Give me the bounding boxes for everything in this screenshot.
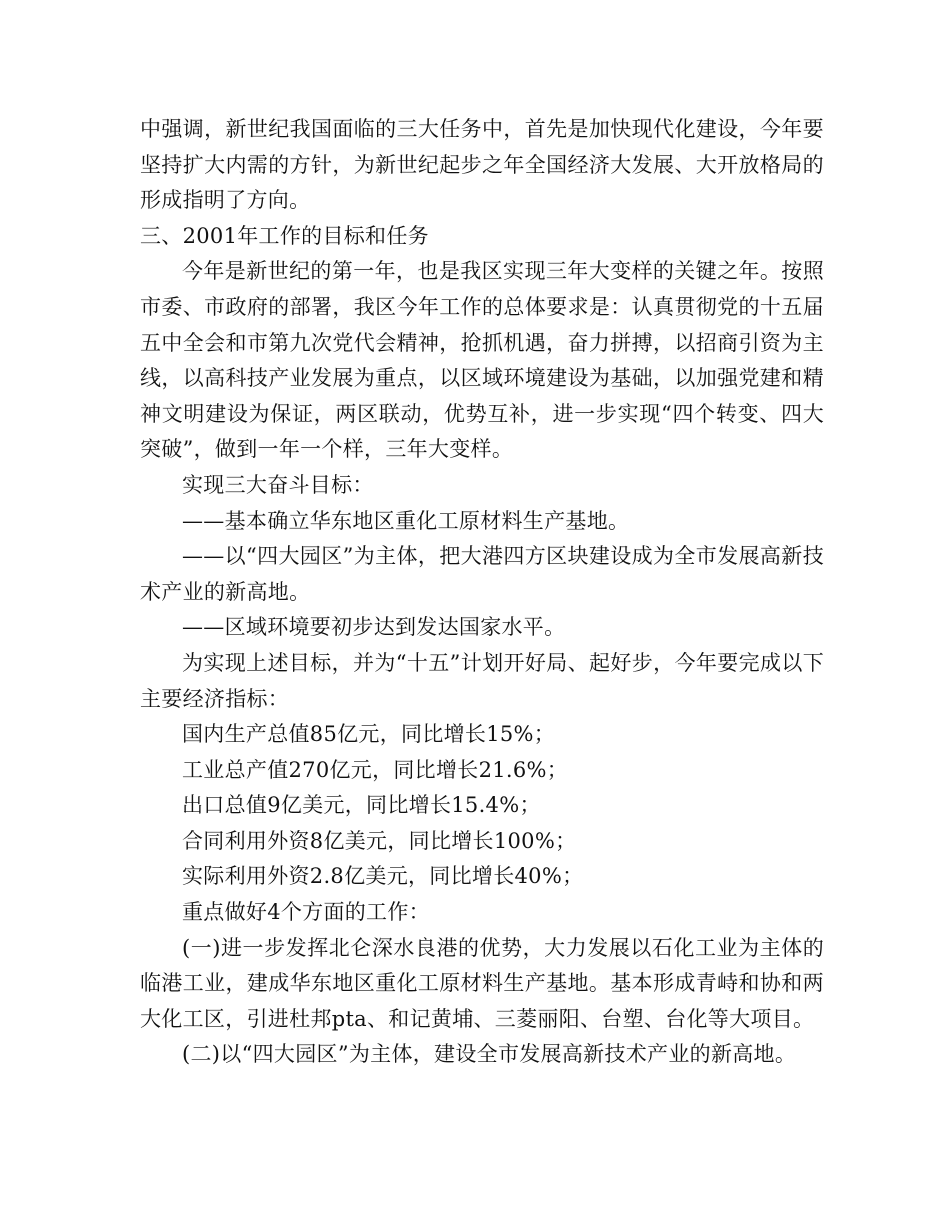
task-item-2: (二)以“四大园区”为主体，建设全市发展高新技术产业的新高地。 <box>182 1042 797 1067</box>
goal-item-3: ——区域环境要初步达到发达国家水平。 <box>182 615 566 640</box>
indicator-exports: 出口总值9亿美元，同比增长15.4%； <box>182 793 541 818</box>
paragraph-overall-requirements: 今年是新世纪的第一年，也是我区实现三年大变样的关键之年。按照市委、市政府的部署，我区今年工作的总体要求是：认真贯彻党的十五届五中全会和市第九次党代会精神，抢抓机遇，奋力拼搏，以招商引资为主线，以高科技产业发展为重点，以区域环境建设为基础，以加强党建和精神文明建设为保证，两区联动，优势互补，进一步实现“四个转变、四大突破”，做到一年一个样，三年大变样。 <box>140 259 824 462</box>
indicator-gdp: 国内生产总值85亿元，同比增长15%； <box>182 722 556 747</box>
indicator-contracted-fdi: 合同利用外资8亿美元，同比增长100%； <box>182 828 577 853</box>
paragraph-continued-intro: 中强调，新世纪我国面临的三大任务中，首先是加快现代化建设，今年要坚持扩大内需的方针，为新世纪起步之年全国经济大发展、大开放格局的形成指明了方向。 <box>140 117 824 213</box>
task-item-1: (一)进一步发挥北仑深水良港的优势，大力发展以石化工业为主体的临港工业，建成华东地区重化工原材料生产基地。基本形成青峙和协和两大化工区，引进杜邦pta、和记黄埔、三菱丽阳、台塑、台化等大项目。 <box>140 935 824 1031</box>
indicator-industrial-output: 工业总产值270亿元，同比增长21.6%； <box>182 757 569 782</box>
goal-item-1: ——基本确立华东地区重化工原材料生产基地。 <box>182 508 630 533</box>
paragraph-three-goals-intro: 实现三大奋斗目标： <box>182 472 374 497</box>
paragraph-four-tasks-intro: 重点做好4个方面的工作： <box>182 900 430 925</box>
section-heading-2001-goals: 三、2001年工作的目标和任务 <box>140 223 429 248</box>
document-body <box>140 112 824 1073</box>
indicator-actual-fdi: 实际利用外资2.8亿美元，同比增长40%； <box>182 864 584 889</box>
paragraph-indicators-intro: 为实现上述目标，并为“十五”计划开好局、起好步，今年要完成以下主要经济指标： <box>140 650 824 711</box>
goal-item-2: ——以“四大园区”为主体，把大港四方区块建设成为全市发展高新技术产业的新高地。 <box>140 544 824 604</box>
